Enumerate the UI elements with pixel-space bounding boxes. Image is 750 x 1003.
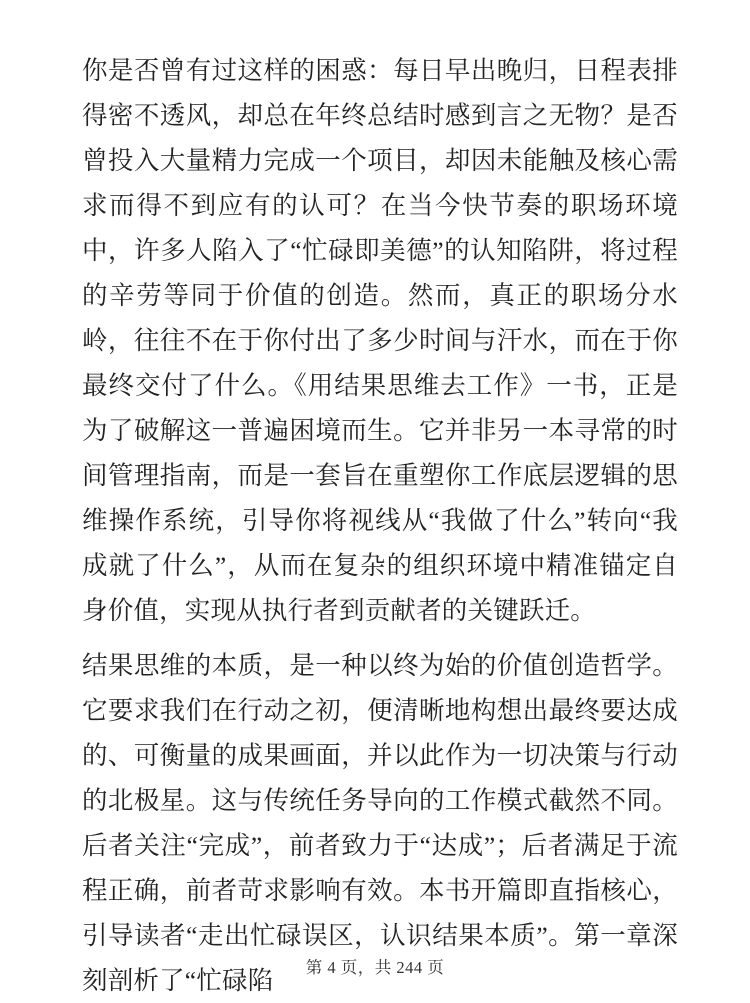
page-footer: 第 4 页，共 244 页 <box>305 958 445 977</box>
page-body <box>82 48 678 1003</box>
paragraph-2: 结果思维的本质，是一种以终为始的价值创造哲学。它要求我们在行动之初，便清晰地构想出最终要达成的、可衡量的成果画面，并以此作为一切决策与行动的北极星。这与传统任务导向的工作模式截然不同。后者关注“完成”，前者致力于“达成”；后者满足于流程正确，前者苛求影响有效。本书开篇即直指核心，引导读者“走出忙碌误区，认识结果本质”。第一章深刻剖析了“忙碌陷 <box>82 651 678 995</box>
paragraph-1: 你是否曾有过这样的困惑：每日早出晚归，日程表排得密不透风，却总在年终总结时感到言之无物？是否曾投入大量精力完成一个项目，却因未能触及核心需求而得不到应有的认可？在当今快节奏的职场环境中，许多人陷入了“忙碌即美德”的认知陷阱，将过程的辛劳等同于价值的创造。然而，真正的职场分水岭，往往不在于你付出了多少时间与汗水，而在于你最终交付了什么。《用结果思维去工作》一书，正是为了破解这一普遍困境而生。它并非另一本寻常的时间管理指南，而是一套旨在重塑你工作底层逻辑的思维操作系统，引导你将视线从“我做了什么”转向“我成就了什么”，从而在复杂的组织环境中精准锚定自身价值，实现从执行者到贡献者的关键跃迁。 <box>82 56 678 625</box>
